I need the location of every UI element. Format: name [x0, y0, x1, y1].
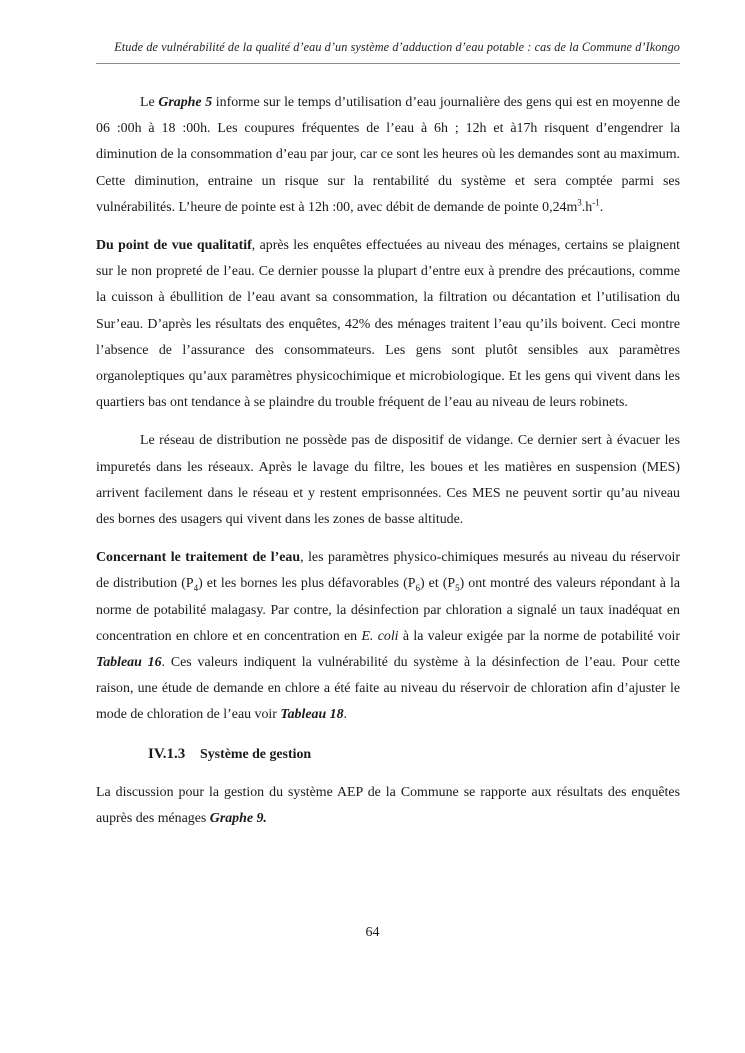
paragraph-traitement: Concernant le traitement de l’eau, les paramètres physico-chimiques mesurés au niveau du réservoir de distribution $(P_4)$ et les bornes les plus défavorables $(P_6)$ et $(P_5)$ ont montré des valeurs répondant à la norme de potabilité malagasy. Par contre, la désinfection par chloration a signalé un taux inadéquat en concentration en chlore et en concentration en E. coli à la valeur exigée par la norme de potabilité voir Tableau 16. Ces valeurs indiquent la vulnérabilité du système à la désinfection de l’eau. Pour cette raison, une étude de demande en chlore a été faite au niveau du réservoir de chloration afin d’ajuster le mode de chloration de l’eau voir Tableau 18.: [96, 550, 681, 723]
paragraph-reseau: Le réseau de distribution ne possède pas de dispositif de vidange. Ce dernier sert à évacuer les impuretés dans les réseaux. Après le lavage du filtre, les boues et les matières en suspension (MES) arrivent facilement dans le réseau et y restent emprisonnées. Ces MES ne peuvent sortir qu’au niveau des bornes des usagers qui vivent dans les zones de basse altitude.: [96, 433, 680, 528]
paragraph-lead-bold: Concernant le traitement de l’eau: [96, 550, 301, 566]
paragraph-gestion: La discussion pour la gestion du système AEP de la Commune se rapporte aux résultats des enquêtes auprès des ménages Graphe 9.: [96, 784, 680, 827]
paragraph-graphe-5: Le Graphe 5 informe sur le temps d’utilisation d’eau journalière des gens qui est en moyenne de 06 :00h à 18 :00h. Les coupures fréquentes de l’eau à 6h ; 12h et à17h risquent d’engendrer la diminution de la consommation d’eau par jour, car ce sont les heures où les demandes sont au maximum. Cette diminution, entraine un risque sur la rentabilité du système et sera comptée parmi ses vulnérabilités. L’heure de pointe est à 12h :00, avec débit de demande de pointe $0,24m^3.h^{-1}$.: [96, 95, 680, 215]
section-number: IV.1.3: [148, 745, 186, 762]
table-reference: Tableau 16: [96, 655, 162, 671]
species-name: E. coli: [361, 628, 399, 644]
table-reference: Tableau 18: [280, 707, 344, 723]
page-number: 64: [365, 925, 380, 940]
running-header: Etude de vulnérabilité de la qualité d’eau d’un système d’adduction d’eau potable : cas de la Commune d’Ikongo: [114, 40, 680, 54]
section-title: Système de gestion: [200, 746, 312, 762]
page-body: [96, 90, 680, 832]
paragraph-lead-bold: Du point de vue qualitatif: [96, 238, 252, 254]
header-rule: [96, 63, 680, 64]
paragraph-qualitatif: Du point de vue qualitatif, après les enquêtes effectuées au niveau des ménages, certains se plaignent sur le non propreté de l’eau. Ce dernier pousse la plupart d’entre eux à prendre des précautions, comme la cuisson à ébullition de l’eau avant sa consommation, la filtration ou décantation et l’utilisation du Sur’eau. D’après les résultats des enquêtes, 42% des ménages traitent l’eau qu’ils boivent. Ceci montre l’absence de l’assurance des consommateurs. Les gens sont plutôt sensibles aux paramètres organoleptiques qu’aux paramètres physicochimique et microbiologique. Et les gens qui vivent dans les quartiers bas ont tendance à se plaindre du trouble fréquent de l’eau au niveau de leurs robinets.: [96, 238, 680, 411]
figure-reference: Graphe 9.: [209, 811, 267, 827]
figure-reference: Graphe 5: [158, 95, 213, 110]
section-heading: [96, 741, 680, 768]
